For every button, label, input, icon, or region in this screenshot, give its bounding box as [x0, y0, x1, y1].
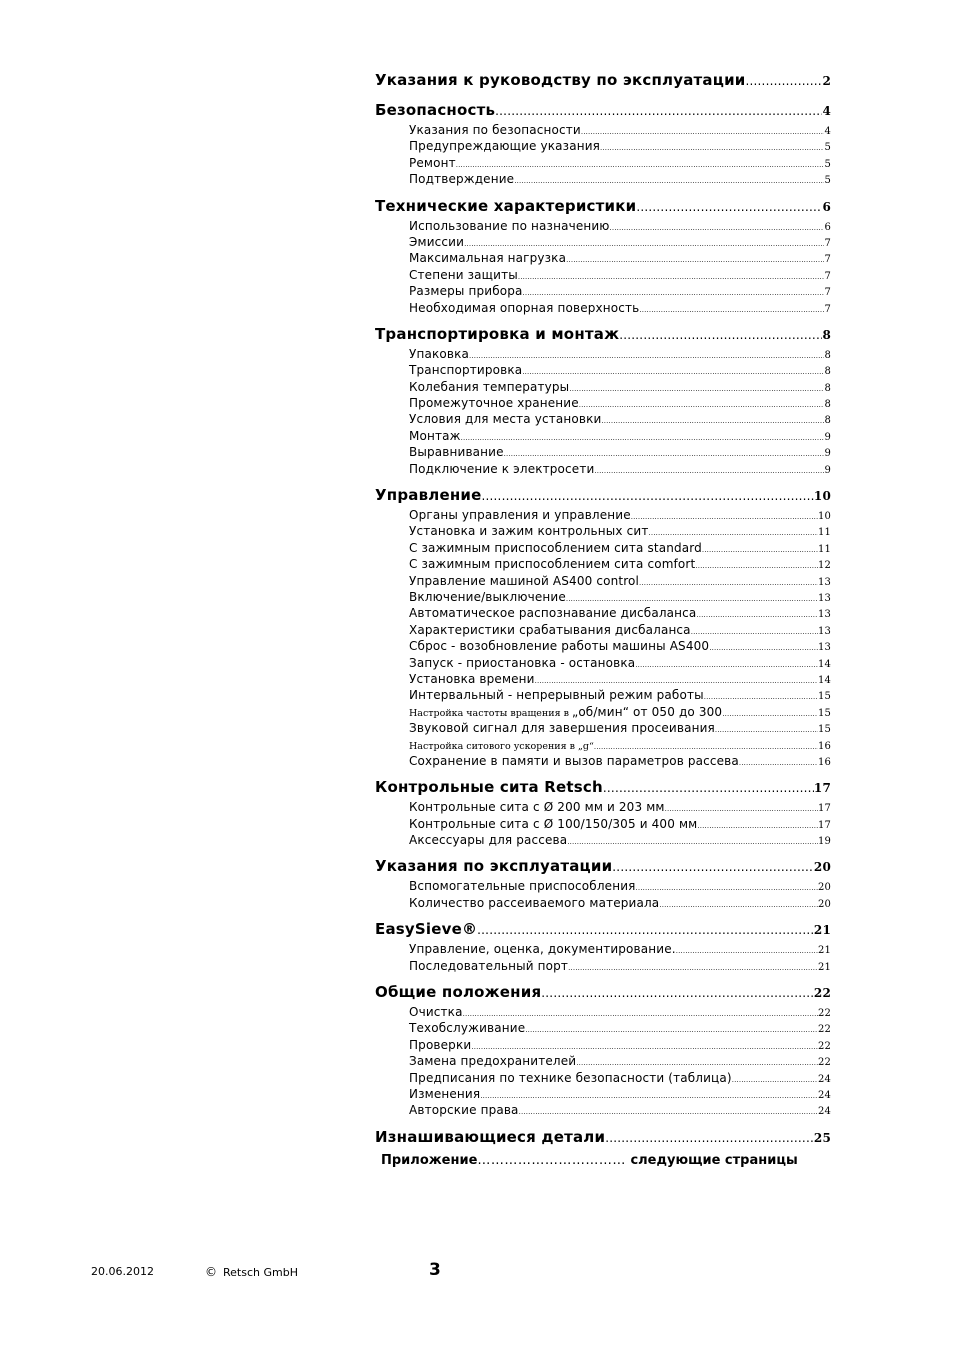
toc-entry-text: Контрольные сита с Ø 100/150/305 и 400 мм: [409, 816, 698, 831]
toc-leader-dots: [612, 856, 814, 879]
toc-section: [375, 918, 831, 974]
toc-entry[interactable]: [409, 218, 831, 234]
toc-entry-title: [409, 958, 568, 974]
toc-entry[interactable]: [409, 1020, 831, 1036]
toc-entry-title: [409, 395, 579, 411]
toc-entry-page: 17: [817, 803, 831, 815]
toc-entry-title: [409, 687, 704, 703]
toc-entry-page: 20: [817, 898, 831, 910]
toc-entry-title: [409, 605, 696, 621]
toc-entry-title: [409, 362, 522, 378]
toc-entry-title: [409, 556, 695, 572]
toc-entry-page: 22: [817, 1008, 831, 1020]
toc-entry-title: [409, 655, 635, 671]
toc-leader-dots: [702, 542, 818, 558]
toc-entry-page: 13: [817, 592, 831, 604]
toc-entry[interactable]: [409, 1037, 831, 1053]
toc-entry[interactable]: [409, 941, 831, 957]
footer-copyright: [205, 1265, 298, 1279]
toc-entry-title: [409, 941, 676, 957]
toc-entry-text: Техобслуживание: [409, 1021, 526, 1036]
toc-section-heading[interactable]: [375, 69, 831, 92]
toc-entry[interactable]: [409, 958, 831, 974]
toc-entry-text: Проверки: [409, 1037, 472, 1052]
toc-entry-page: 15: [817, 724, 831, 736]
toc-entry-page: 14: [817, 674, 831, 686]
toc-entry-text: Указания по безопасности: [409, 123, 581, 137]
toc-entry[interactable]: [409, 444, 831, 460]
toc-entry-page: 16: [817, 740, 831, 752]
toc-leader-dots: [739, 755, 818, 771]
toc-entry[interactable]: [409, 816, 831, 832]
toc-section: [375, 776, 831, 848]
page-footer: [0, 1262, 954, 1286]
toc-section-page: 8: [822, 327, 831, 342]
toc-entry-text: С зажимным приспособлением сита standard: [409, 540, 702, 555]
toc-section-title: Транспортировка и монтаж: [375, 324, 620, 343]
toc-entry-page: 24: [817, 1106, 831, 1118]
toc-section-heading[interactable]: [375, 99, 831, 122]
toc-section-page: 10: [813, 489, 831, 504]
toc-section-page: 4: [822, 104, 831, 118]
toc-entry-page: 24: [817, 1089, 831, 1101]
toc-leader-dots: [639, 575, 818, 591]
toc-leader-dots: [639, 302, 824, 318]
toc-entry-page: 22: [817, 1057, 831, 1069]
toc-entry[interactable]: [409, 704, 831, 720]
toc-entry[interactable]: [409, 300, 831, 316]
toc-entry-page: 17: [817, 819, 831, 831]
toc-section-heading[interactable]: [375, 918, 831, 941]
toc-leader-dots: [579, 397, 825, 413]
toc-entry-text: Количество рассеиваемого материала: [409, 895, 660, 910]
toc-entry-text: Изменения: [409, 1086, 481, 1101]
toc-entry-text: Установка и зажим контрольных сит: [409, 524, 649, 539]
toc-entry-title: [409, 250, 566, 266]
toc-entry-page: 7: [824, 303, 831, 315]
toc-section-page: 20: [813, 860, 831, 875]
toc-entry-title: [409, 234, 464, 250]
toc-entry[interactable]: [409, 737, 831, 753]
toc-entry-text: Максимальная нагрузка: [409, 251, 567, 266]
toc-leader-dots: [676, 943, 818, 959]
toc-entry-page: 11: [817, 527, 831, 539]
toc-entry[interactable]: [409, 171, 831, 187]
toc-entry[interactable]: [409, 411, 831, 427]
footer-date: 20.06.2012: [91, 1265, 154, 1278]
toc-leader-dots: [691, 624, 818, 640]
toc-entry-title: [409, 1102, 519, 1118]
toc-entry-title: [409, 540, 702, 556]
toc-leader-dots: [605, 1127, 814, 1150]
toc-section-heading[interactable]: [375, 323, 831, 346]
toc-entry-text: Включение/выключение: [409, 589, 566, 604]
toc-entry-text: Предписания по технике безопасности (таблица): [409, 1070, 732, 1085]
toc-entry-title: [409, 346, 469, 362]
toc-section-title: Контрольные сита Retsch: [375, 778, 603, 797]
toc-entry-text: Необходимая опорная поверхность: [409, 300, 640, 315]
toc-entry-page: 24: [817, 1073, 831, 1085]
toc-section: [375, 69, 831, 92]
toc-entry-page: 8: [824, 415, 831, 427]
appendix-pages: следующие страницы: [630, 1152, 798, 1168]
toc-entry-text: Колебания температуры: [409, 379, 570, 394]
toc-section-page: 25: [813, 1130, 831, 1145]
toc-entry-text: Аксессуары для рассева: [409, 833, 568, 848]
toc-entry-page: 5: [824, 158, 831, 170]
toc-leader-dots: [495, 100, 822, 123]
toc-entry-page: 9: [824, 448, 831, 460]
toc-entry[interactable]: [409, 605, 831, 621]
toc-leader-dots: [568, 960, 818, 976]
toc-entry-text: Очистка: [409, 1005, 463, 1020]
toc-entry-title: [409, 799, 665, 815]
toc-leader-dots: [715, 722, 818, 738]
toc-entry[interactable]: [409, 832, 831, 848]
toc-entry-page: 7: [824, 287, 831, 299]
toc-entry-title: [409, 1086, 480, 1102]
toc-entry-title: [409, 1004, 463, 1020]
toc-entry-text: Органы управления и управление: [409, 508, 631, 523]
toc-entry-page: 12: [817, 560, 831, 572]
toc-entry[interactable]: [409, 523, 831, 539]
toc-entry-title: [409, 507, 631, 523]
toc-entry-page: 5: [824, 142, 831, 154]
toc-entry[interactable]: [409, 155, 831, 171]
toc-entry-page: 7: [824, 270, 831, 282]
toc-leader-dots: [709, 640, 818, 656]
toc-entry-page: 4: [824, 126, 831, 137]
toc-entry-title: [409, 138, 600, 154]
toc-entry-title: [409, 1070, 732, 1086]
toc-entry-title: [409, 1037, 471, 1053]
toc-entry[interactable]: [409, 540, 831, 556]
toc-entry[interactable]: [409, 1070, 831, 1086]
toc-entry[interactable]: [409, 753, 831, 769]
toc-entry-text: Запуск - приостановка - остановка: [409, 655, 636, 670]
toc-leader-dots: [519, 1104, 818, 1120]
toc-entry-text: Авторские права: [409, 1103, 519, 1118]
toc-section-page: 2: [822, 74, 831, 88]
toc-entry-title: [409, 171, 514, 187]
toc-section: [375, 99, 831, 188]
toc-entry-title: [409, 573, 639, 589]
toc-entry-page: 21: [817, 961, 831, 973]
toc-section-title: Безопасность: [375, 101, 496, 119]
toc-appendix[interactable]: [381, 1150, 831, 1172]
toc-leader-dots: [619, 324, 822, 347]
toc-entry-title: [409, 122, 581, 138]
toc-entry-page: 11: [817, 543, 831, 555]
toc-entry-text: Автоматическое распознавание дисбаланса: [409, 606, 697, 621]
toc-entry-page: 13: [817, 625, 831, 637]
toc-leader-dots: [525, 1022, 818, 1038]
toc-entry-page: 15: [817, 707, 831, 719]
toc-entry-title: [409, 753, 739, 769]
toc-entry-title: [409, 638, 709, 654]
toc-leader-dots: [732, 1072, 818, 1088]
toc-section-title: Указания по эксплуатации: [375, 857, 613, 876]
toc-leader-dots: [461, 430, 825, 446]
toc-leader-dots: [746, 70, 823, 93]
toc-section-title: Технические характеристики: [375, 196, 637, 215]
toc-entry[interactable]: [409, 1086, 831, 1102]
toc-leader-dots: [722, 706, 818, 722]
toc-section-title: Общие положения: [375, 983, 542, 1002]
toc-leader-dots: [636, 880, 818, 896]
toc-entry[interactable]: [409, 122, 831, 138]
toc-leader-dots: [695, 558, 818, 574]
toc-entry-text: Замена предохранителей: [409, 1054, 577, 1069]
toc-entry[interactable]: [409, 878, 831, 894]
toc-entry-page: 13: [817, 609, 831, 621]
toc-section: [375, 1126, 831, 1149]
toc-section: [375, 484, 831, 769]
toc-entry-text: Ремонт: [409, 155, 456, 170]
toc-entry[interactable]: [409, 346, 831, 362]
toc-entry-title: [409, 816, 697, 832]
toc-entry-title: [409, 1053, 576, 1069]
toc-entry-page: 8: [824, 349, 831, 361]
toc-entry-text: С зажимным приспособлением сита comfort: [409, 557, 696, 572]
toc-entry-page: 15: [817, 691, 831, 703]
toc-leader-dots: [636, 196, 822, 219]
toc-entry[interactable]: [409, 622, 831, 638]
toc-leader-dots: [477, 919, 814, 942]
toc-leader-dots: [514, 173, 824, 189]
toc-entry-title: [409, 428, 461, 444]
toc-entry-text: Установка времени: [409, 671, 535, 686]
toc-entry-page: 14: [817, 658, 831, 670]
toc-entry-page: 22: [817, 1024, 831, 1036]
toc-entry[interactable]: [409, 234, 831, 250]
toc-leader-dots: [594, 463, 824, 479]
toc-entry-text: Размеры прибора: [409, 284, 523, 299]
toc-entry-text: Вспомогательные приспособления: [409, 879, 636, 894]
table-of-contents: [375, 69, 831, 1172]
toc-entry[interactable]: [409, 138, 831, 154]
toc-leader-dots: [610, 220, 825, 236]
toc-section-heading[interactable]: [375, 1126, 831, 1149]
toc-entry[interactable]: [409, 556, 831, 572]
toc-entry-prefix: Настройка ситового ускорения в „g“: [409, 740, 594, 752]
toc-entry-page: 13: [817, 576, 831, 588]
toc-section-title: EasySieve®: [375, 920, 478, 939]
toc-entry-text: Подтверждение: [409, 172, 515, 187]
toc-entry-title: [409, 832, 567, 848]
toc-entry-text: Монтаж: [409, 428, 461, 443]
toc-entry-page: 5: [824, 175, 831, 187]
toc-entry-text: Интервальный - непрерывный режим работы: [409, 688, 704, 703]
toc-section: [375, 323, 831, 477]
toc-leader-dots: [482, 485, 814, 508]
toc-entry-text: Промежуточное хранение: [409, 396, 579, 411]
toc-entry-page: 21: [817, 945, 831, 957]
copyright-icon: ©: [205, 1265, 217, 1279]
toc-entry-text: Управление машиной AS400 control: [409, 573, 640, 588]
toc-entry-title: [409, 671, 535, 687]
toc-entry-text: Управление, оценка, документирование.: [409, 942, 676, 957]
toc-entry-text: Упаковка: [409, 346, 469, 361]
toc-entry-text: Транспортировка: [409, 363, 523, 378]
toc-section: [375, 981, 831, 1119]
toc-entry-title: [409, 1020, 525, 1036]
toc-entry-text: Сохранение в памяти и вызов параметров рассева: [409, 753, 739, 768]
toc-entry-page: 10: [817, 511, 831, 523]
toc-entry[interactable]: [409, 655, 831, 671]
toc-entry-text: Характеристики срабатывания дисбаланса: [409, 622, 691, 637]
toc-entry[interactable]: [409, 638, 831, 654]
toc-section-heading[interactable]: [375, 855, 831, 878]
toc-entry-text: Звуковой сигнал для завершения просеивания: [409, 721, 715, 736]
toc-leader-dots: [566, 252, 824, 268]
toc-entry[interactable]: [409, 589, 831, 605]
toc-entry[interactable]: [409, 799, 831, 815]
toc-entry-title: [409, 411, 601, 427]
toc-entry[interactable]: [409, 573, 831, 589]
toc-entry-title: [409, 622, 691, 638]
toc-leader-dots: [603, 777, 814, 800]
toc-leader-dots: [567, 834, 818, 850]
toc-leader-dots: [696, 607, 818, 623]
toc-entry-title: [409, 720, 715, 736]
toc-entry-title: [409, 300, 639, 316]
toc-entry[interactable]: [409, 267, 831, 283]
toc-leader-dots: [697, 818, 818, 834]
toc-entry[interactable]: [409, 283, 831, 299]
toc-leader-dots: [569, 381, 824, 397]
toc-entry-text: Эмиссии: [409, 234, 465, 249]
toc-entry[interactable]: [409, 895, 831, 911]
toc-entry-text: Подключение к электросети: [409, 461, 595, 476]
toc-entry-title: [409, 155, 456, 171]
toc-leader-dots: [518, 269, 825, 285]
toc-entry[interactable]: [409, 428, 831, 444]
toc-section-heading[interactable]: [375, 195, 831, 218]
toc-leader-dots: [469, 348, 825, 364]
toc-entry[interactable]: [409, 507, 831, 523]
toc-entry-text: „об/мин“ от 050 до 300: [571, 704, 723, 719]
toc-section-page: 17: [813, 781, 831, 796]
toc-entry-title: [409, 589, 566, 605]
toc-entry-page: 16: [817, 756, 831, 768]
page-number: 3: [429, 1260, 441, 1280]
toc-entry-title: [409, 878, 636, 894]
toc-entry-page: 8: [824, 399, 831, 411]
toc-entry-page: 20: [817, 882, 831, 894]
toc-entry-text: Контрольные сита с Ø 200 мм и 203 мм: [409, 800, 665, 815]
toc-entry[interactable]: [409, 1102, 831, 1118]
toc-entry[interactable]: [409, 395, 831, 411]
toc-entry[interactable]: [409, 1004, 831, 1020]
toc-entry-page: 13: [817, 642, 831, 654]
toc-entry-text: Выравнивание: [409, 445, 504, 460]
toc-leader-dots: [601, 413, 824, 429]
toc-entry-text: Условия для места установки: [409, 412, 602, 427]
toc-leader-dots: [541, 982, 814, 1005]
toc-leader-dots: [600, 140, 824, 156]
toc-leader-dots: [659, 897, 818, 913]
toc-entry-page: 7: [824, 254, 831, 266]
toc-entry-page: 8: [824, 366, 831, 378]
toc-section-heading[interactable]: [375, 484, 831, 507]
toc-entry-text: Степени защиты: [409, 267, 518, 282]
toc-section-heading[interactable]: [375, 776, 831, 799]
toc-entry-page: 22: [817, 1040, 831, 1052]
toc-entry[interactable]: [409, 250, 831, 266]
toc-entry-page: 8: [824, 382, 831, 394]
toc-entry-text: Предупреждающие указания: [409, 139, 601, 154]
toc-entry-prefix: Настройка частоты вращения в: [409, 707, 572, 719]
toc-entry-title: [409, 895, 659, 911]
toc-entry-text: Последовательный порт: [409, 958, 569, 973]
toc-section: [375, 195, 831, 316]
toc-entry-title: [409, 267, 518, 283]
footer-company: Retsch GmbH: [223, 1266, 298, 1279]
toc-section-page: 22: [813, 986, 831, 1001]
toc-section-page: 21: [813, 923, 831, 938]
toc-section: [375, 855, 831, 911]
toc-entry-text: Сброс - возобновление работы машины AS400: [409, 639, 710, 654]
toc-entry-title: [409, 283, 523, 299]
toc-entry-title: [409, 461, 594, 477]
toc-entry[interactable]: [409, 379, 831, 395]
toc-entry-page: 9: [824, 464, 831, 476]
toc-leader-dots: [635, 657, 818, 673]
toc-section-heading[interactable]: [375, 981, 831, 1004]
appendix-label: Приложение: [381, 1152, 478, 1168]
toc-entry-page: 19: [817, 836, 831, 848]
toc-entry[interactable]: [409, 720, 831, 736]
toc-section-page: 6: [822, 199, 831, 214]
appendix-dots: ……………………………: [477, 1152, 626, 1168]
toc-leader-dots: [631, 509, 818, 525]
toc-entry-page: 6: [824, 221, 831, 233]
toc-entry[interactable]: [409, 687, 831, 703]
toc-entry-title: [409, 444, 504, 460]
toc-entry[interactable]: [409, 461, 831, 477]
toc-entry-page: 7: [824, 237, 831, 249]
toc-entry[interactable]: [409, 362, 831, 378]
toc-section-title: Управление: [375, 486, 482, 505]
toc-entry-title: [409, 218, 610, 234]
toc-entry-title: [409, 523, 648, 539]
toc-section-title: Указания к руководству по эксплуатации: [375, 71, 746, 89]
toc-entry-title: [409, 379, 569, 395]
toc-entry-page: 9: [824, 431, 831, 443]
toc-entry[interactable]: [409, 1053, 831, 1069]
toc-entry[interactable]: [409, 671, 831, 687]
toc-section-title: Изнашивающиеся детали: [375, 1127, 606, 1146]
toc-leader-dots: [480, 1088, 818, 1104]
toc-entry-text: Использование по назначению: [409, 218, 610, 233]
toc-leader-dots: [581, 124, 825, 140]
